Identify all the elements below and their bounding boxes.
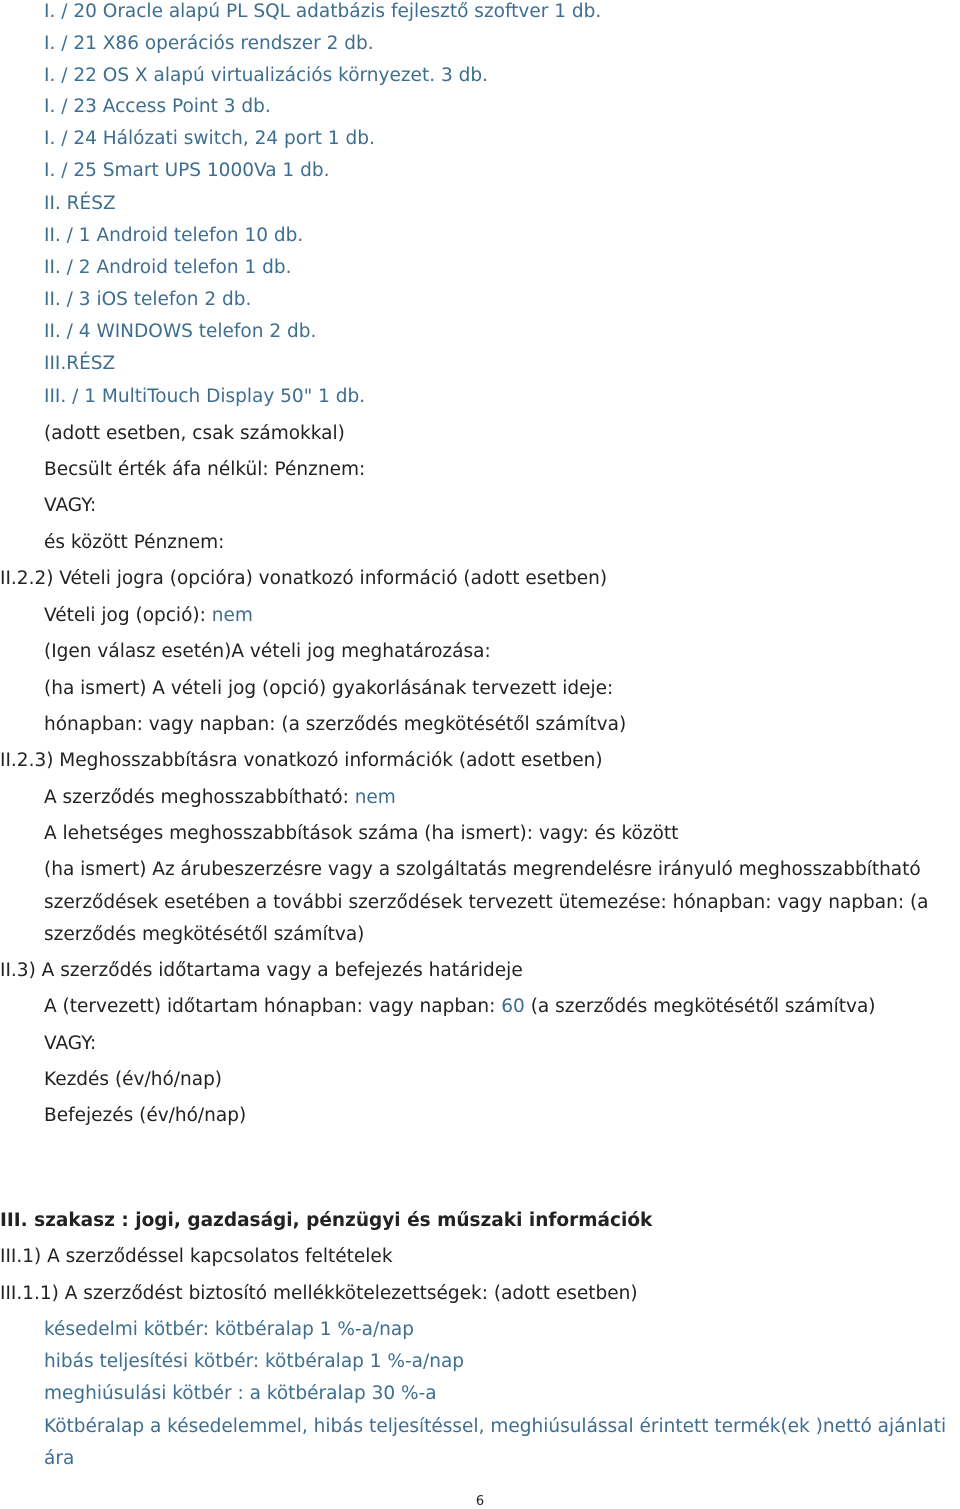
page-number: 6	[475, 1494, 485, 1509]
penalty-item: meghiúsulási kötbér : a kötbéralap 30 %-a	[44, 1383, 437, 1404]
section-heading: II.2.3) Meghosszabbításra vonatkozó információk (adott esetben)	[0, 750, 603, 771]
section-heading: III.1) A szerződéssel kapcsolatos feltételek	[0, 1246, 393, 1267]
section-heading: III.1.1) A szerződést biztosító mellékkötelezettségek: (adott esetben)	[0, 1283, 638, 1304]
penalty-base: Kötbéralap a késedelemmel, hibás teljesítéssel, meghiúsulással érintett termék(ek )nettó ajánlati	[44, 1416, 947, 1437]
list-item: II. / 2 Android telefon 1 db.	[44, 257, 292, 278]
option-planned: (ha ismert) A vételi jog (opció) gyakorlásának tervezett ideje:	[44, 678, 614, 699]
duration-prefix: A (tervezett) időtartam hónapban: vagy napban:	[44, 996, 502, 1017]
extension-schedule: szerződés megkötésétől számítva)	[44, 924, 365, 945]
section-title: III. szakasz : jogi, gazdasági, pénzügyi és műszaki információk	[0, 1210, 653, 1231]
list-item: I. / 23 Access Point 3 db.	[44, 96, 271, 117]
list-item: II. / 4 WINDOWS telefon 2 db.	[44, 321, 317, 342]
option-definition: (Igen válasz esetén)A vételi jog meghatározása:	[44, 641, 491, 662]
list-item: I. / 21 X86 operációs rendszer 2 db.	[44, 33, 374, 54]
extendable-label: A szerződés meghosszabbítható:	[44, 787, 355, 808]
list-item: III. / 1 MultiTouch Display 50" 1 db.	[44, 386, 366, 407]
extension-schedule: szerződések esetében a további szerződések tervezett ütemezése: hónapban: vagy napban: (a	[44, 892, 929, 913]
extendable-line	[44, 789, 396, 808]
part-heading: III.RÉSZ	[44, 353, 116, 374]
part-heading: II. RÉSZ	[44, 193, 116, 214]
list-item: I. / 20 Oracle alapú PL SQL adatbázis fejlesztő szoftver 1 db.	[44, 1, 602, 22]
option-value: nem	[211, 605, 253, 626]
penalty-base: ára	[44, 1448, 75, 1469]
estimated-value: Becsült érték áfa nélkül: Pénznem:	[44, 459, 366, 480]
or-label: VAGY:	[44, 495, 97, 516]
section-heading: II.2.2) Vételi jogra (opcióra) vonatkozó információ (adott esetben)	[0, 568, 608, 589]
duration-suffix: (a szerződés megkötésétől számítva)	[524, 996, 876, 1017]
list-item: II. / 3 iOS telefon 2 db.	[44, 289, 252, 310]
option-months: hónapban: vagy napban: (a szerződés megkötésétől számítva)	[44, 714, 627, 735]
or-label: VAGY:	[44, 1033, 97, 1054]
list-item: I. / 22 OS X alapú virtualizációs környezet. 3 db.	[44, 65, 488, 86]
option-line	[44, 607, 253, 626]
extension-schedule: (ha ismert) Az árubeszerzésre vagy a szolgáltatás megrendelésre irányuló meghosszabbítható	[44, 859, 921, 880]
duration-line	[44, 998, 876, 1017]
extension-count: A lehetséges meghosszabbítások száma (ha ismert): vagy: és között	[44, 823, 679, 844]
penalty-item: hibás teljesítési kötbér: kötbéralap 1 %-a/nap	[44, 1351, 465, 1372]
option-label: Vételi jog (opció):	[44, 605, 212, 626]
duration-value: 60	[501, 996, 525, 1017]
value-note: (adott esetben, csak számokkal)	[44, 423, 345, 444]
penalty-item: késedelmi kötbér: kötbéralap 1 %-a/nap	[44, 1319, 414, 1340]
list-item: I. / 24 Hálózati switch, 24 port 1 db.	[44, 128, 375, 149]
between-value: és között Pénznem:	[44, 532, 225, 553]
start-date: Kezdés (év/hó/nap)	[44, 1069, 223, 1090]
extendable-value: nem	[354, 787, 396, 808]
list-item: II. / 1 Android telefon 10 db.	[44, 225, 304, 246]
section-heading: II.3) A szerződés időtartama vagy a befejezés határideje	[0, 960, 523, 981]
list-item: I. / 25 Smart UPS 1000Va 1 db.	[44, 160, 330, 181]
end-date: Befejezés (év/hó/nap)	[44, 1105, 247, 1126]
